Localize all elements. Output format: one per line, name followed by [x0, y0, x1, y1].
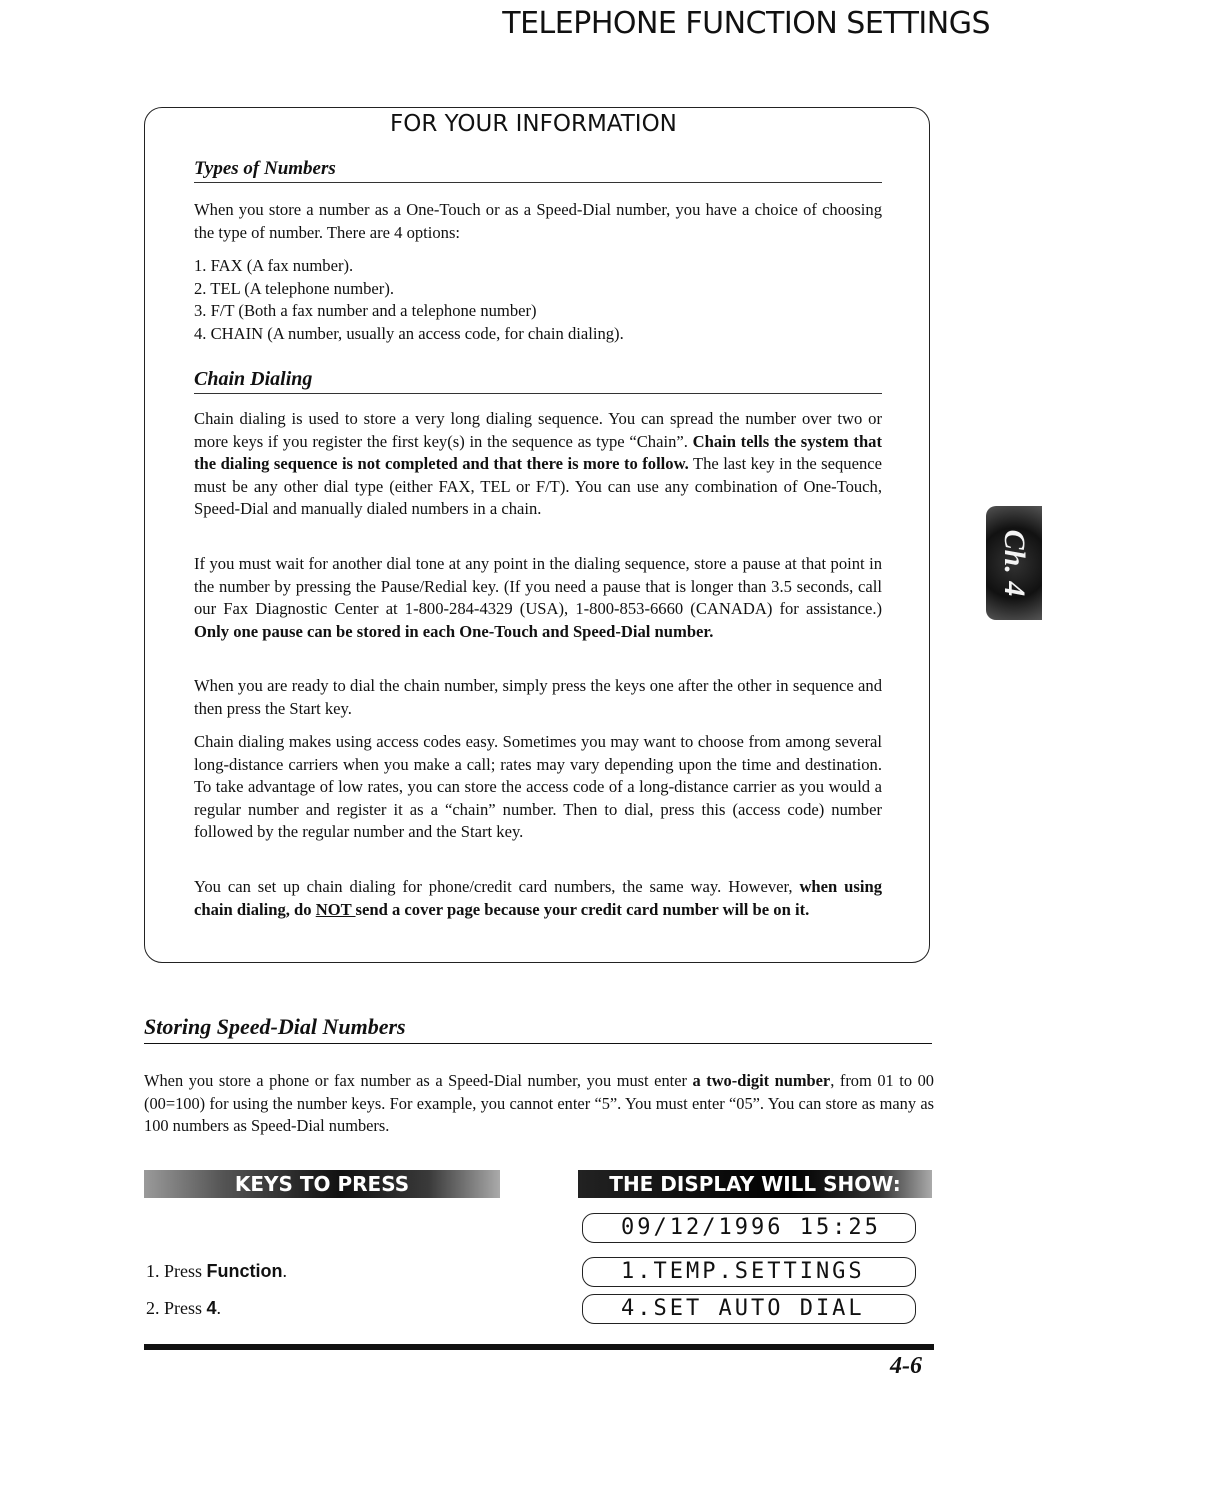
chapter-tab [986, 506, 1042, 620]
chain-paragraph-2: If you must wait for another dial tone at any point in the dialing sequence, store a pause at that point in the number by pressing the Pause/Redial key. (If you need a pause that is longer than 3.5 seconds, call our Fax Diagnostic Center at 1-800-284-4329 (USA), 1-800-853-6660 (CANADA) for assistance.) Only one pause can be stored in each One-Touch and Speed-Dial number. [194, 554, 882, 641]
key-4: 4 [206, 1298, 217, 1318]
option-chain: 4. CHAIN (A number, usually an access code, for chain dialing). [194, 323, 624, 343]
info-box-title: FOR YOUR INFORMATION [390, 111, 677, 137]
step-2: 2. Press 4. [146, 1298, 222, 1318]
bottom-rule [144, 1344, 934, 1350]
number-type-options [194, 255, 882, 345]
storing-speed-dial-heading: Storing Speed-Dial Numbers [144, 1014, 932, 1044]
keys-to-press-header: KEYS TO PRESS [144, 1170, 500, 1198]
lcd-display-line: 4.SET AUTO DIAL [582, 1294, 916, 1324]
types-intro-text: When you store a number as a One-Touch or as a Speed-Dial number, you have a choice of choosing the type of number. There are 4 options: [194, 200, 882, 242]
storing-speed-dial-text: When you store a phone or fax number as a Speed-Dial number, you must enter a two-digit number, from 01 to 00 (00=100) for using the number keys. For example, you cannot enter “5”. You must enter “05”. You can store as many as 100 numbers as Speed-Dial numbers. [144, 1071, 934, 1135]
types-of-numbers-heading: Types of Numbers [194, 158, 882, 183]
lcd-display-line: 1.TEMP.SETTINGS [582, 1257, 916, 1287]
option-fax: 1. FAX (A fax number). [194, 256, 354, 275]
chain-paragraph-1: Chain dialing is used to store a very long dialing sequence. You can spread the number over two or more keys if you register the first key(s) in the sequence as type “Chain”. Chain tells the system that the dialing sequence is not completed and that there is more to follow. The last key in the sequence must be any other dial type (either FAX, TEL or F/T). You can use any combination of One-Touch, Speed-Dial and manually dialed numbers in a chain. [194, 409, 882, 518]
option-ft: 3. F/T (Both a fax number and a telephone number) [194, 301, 537, 320]
chain-paragraph-5: You can set up chain dialing for phone/credit card numbers, the same way. However, when using chain dialing, do NOT send a cover page because your credit card number will be on it. [194, 877, 882, 919]
display-will-show-header: THE DISPLAY WILL SHOW: [578, 1170, 932, 1198]
chain-dialing-heading: Chain Dialing [194, 368, 882, 394]
page-number: 4-6 [890, 1353, 922, 1379]
lcd-display-line: 09/12/1996 15:25 [582, 1213, 916, 1243]
chain-paragraph-3: When you are ready to dial the chain number, simply press the keys one after the other in sequence and then press the Start key. [194, 676, 882, 718]
key-function: Function [206, 1261, 283, 1281]
step-1: 1. Press Function. [146, 1261, 287, 1281]
option-tel: 2. TEL (A telephone number). [194, 278, 394, 298]
page-title: TELEPHONE FUNCTION SETTINGS [502, 6, 990, 41]
chapter-tab-label: Ch. 4 [998, 529, 1031, 597]
chain-paragraph-4: Chain dialing makes using access codes easy. Sometimes you may want to choose from among several long-distance carriers when you make a call; rates may vary depending upon the time and destination. To take advantage of low rates, you can store the access code of a long-distance carrier as you would a regular number and register it as a “chain” number. Then to dial, press this (access code) number followed by the regular number and the Start key. [194, 732, 882, 841]
